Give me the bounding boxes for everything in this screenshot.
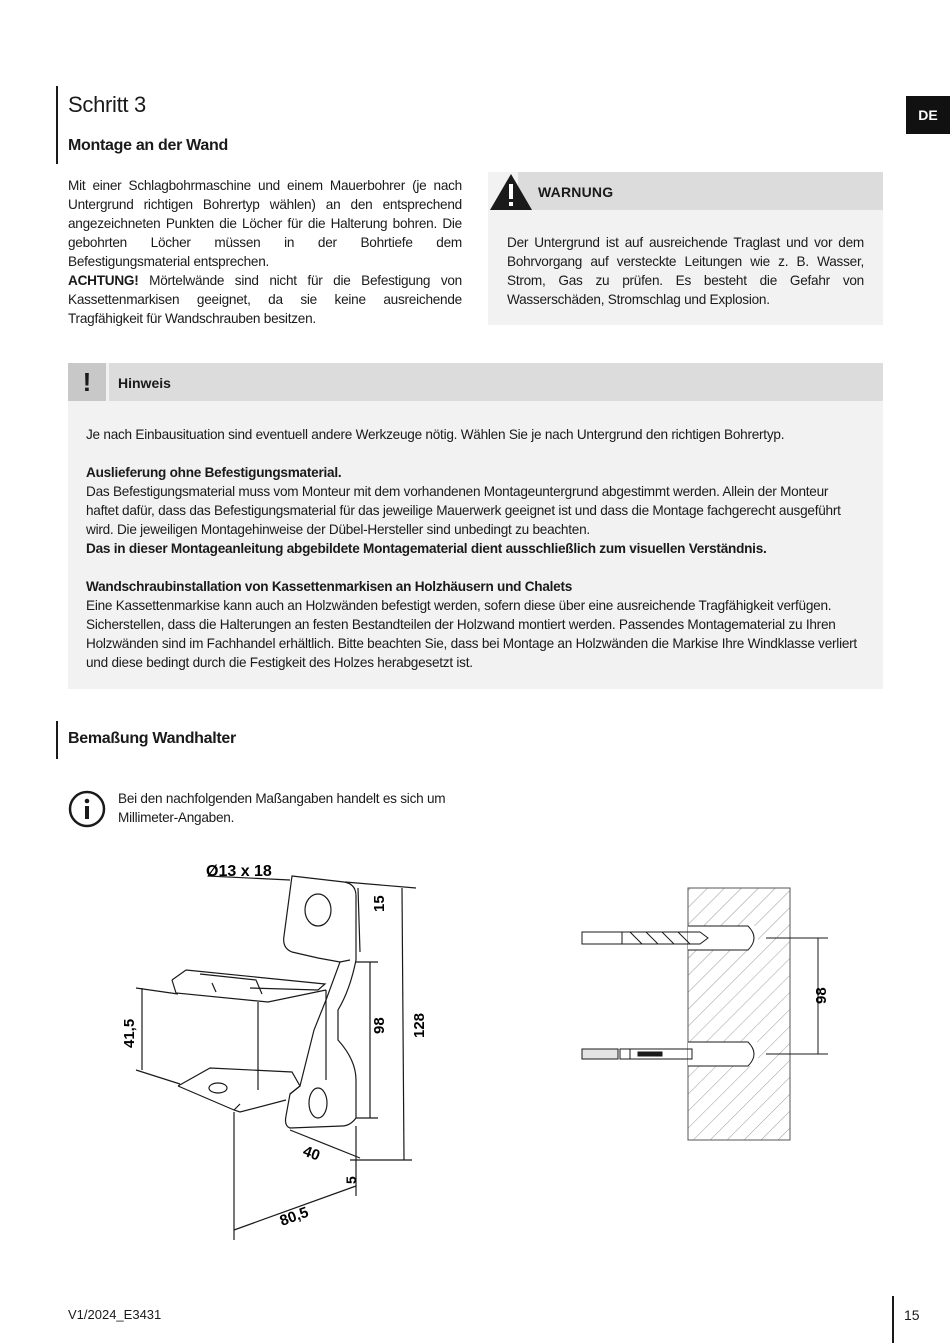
hole-diameter-label: Ø13 x 18 (206, 863, 272, 880)
section-marker (56, 721, 58, 759)
dimension-41-label: 41,5 (121, 1018, 138, 1048)
dimension-5-label: 5 (343, 1176, 359, 1184)
intro-paragraph (68, 176, 462, 328)
wood-heading: Wandschraubinstallation von Kassettenmarkisen an Holzhäusern und Chalets (86, 579, 573, 594)
bracket-dimension-drawing (110, 850, 440, 1245)
hint-box (68, 363, 883, 689)
dimension-98-label: 98 (371, 1017, 388, 1034)
page-number: 15 (904, 1307, 920, 1323)
dimension-128-label: 128 (411, 1012, 428, 1038)
dimensions-title: Bemaßung Wandhalter (68, 730, 236, 747)
step-subtitle: Montage an der Wand (68, 137, 228, 154)
warning-text: Der Untergrund ist auf ausreichende Traglast und vor dem Bohrvorgang auf versteckte Leitungen wie z. B. Wasser, Strom, Gas zu prüfen. Es besteht die Gefahr von Wasserschäden, Stromschlag und Explosion. (507, 235, 864, 307)
intro-text: Mit einer Schlagbohrmaschine und einem Mauerbohrer (je nach Untergrund richtigen Bohrertyp wählen) an den entsprechend angezeichneten Punkten die Löcher für die Halterung bohren. Die gebohrten Löcher müssen in der Bohrtiefe dem Befestigungsmaterial entsprechen. (68, 178, 462, 269)
attention-text: Mörtelwände sind nicht für die Befestigung von Kassettenmarkisen geeignet, da sie keine ausreichende Tragfähigkeit für Wandschrauben besitzen. (68, 273, 462, 326)
hint-header (109, 363, 883, 401)
warning-title: WARNUNG (538, 184, 614, 200)
delivery-text: Das Befestigungsmaterial muss vom Monteur mit dem vorhandenen Montageuntergrund abgestimmt werden. Allein der Monteur haftet dafür, dass das Befestigungsmaterial für das jeweilige Mauerwerk geeignet ist und dass die Montage fachgerecht ausgeführt wird. Die jeweiligen Montagehinweise der Dübel-Hersteller sind unbedingt zu beachten. (86, 484, 841, 537)
footer-version: V1/2024_E3431 (68, 1307, 162, 1322)
section-marker (56, 86, 58, 164)
hint-icon-box (68, 363, 106, 401)
exclamation-icon: ! (82, 366, 92, 397)
wood-text: Eine Kassettenmarkise kann auch an Holzwänden befestigt werden, sofern diese über eine ausreichende Tragfähigkeit verfügen. Sicherstellen, dass die Halterungen an festen Bestandteilen der Holzwand montiert werden. Passendes Montagematerial zu Ihren Holzwänden sind im Fachhandel erhältlich. Bitte beachten Sie, dass bei Montage an Holzwänden die Markise Ihre Windklasse verliert und diese bedingt durch die Festigkeit des Holzes herabgesetzt ist. (86, 598, 857, 670)
wall-dimension-98-label: 98 (813, 987, 830, 1004)
delivery-bold-note: Das in dieser Montageanleitung abgebildete Montagematerial dient ausschließlich zum visuellen Verständnis. (86, 541, 767, 556)
page-marker (892, 1296, 894, 1343)
dimension-80-label: 80,5 (277, 1203, 311, 1230)
hint-content (86, 425, 862, 672)
warning-triangle-icon (488, 172, 534, 212)
info-icon (68, 790, 106, 828)
step-title: Schritt 3 (68, 92, 146, 117)
dimension-40-label: 40 (300, 1142, 323, 1165)
warning-box (488, 172, 883, 325)
language-tab: DE (906, 96, 950, 134)
delivery-heading: Auslieferung ohne Befestigungsmaterial. (86, 465, 342, 480)
dimension-15-label: 15 (371, 895, 388, 912)
info-text: Bei den nachfolgenden Maßangaben handelt es sich um Millimeter-Angaben. (118, 791, 446, 825)
attention-label: ACHTUNG! (68, 273, 139, 288)
hint-line: Je nach Einbausituation sind eventuell andere Werkzeuge nötig. Wählen Sie je nach Untergrund den richtigen Bohrertyp. (86, 427, 785, 442)
hint-title: Hinweis (118, 375, 171, 391)
wall-drilling-drawing (570, 880, 840, 1150)
